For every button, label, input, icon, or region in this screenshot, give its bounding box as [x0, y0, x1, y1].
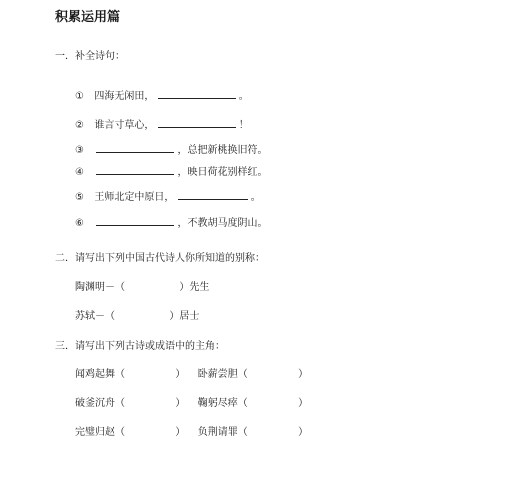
poem-text-after: ，总把新桃换旧符。	[177, 145, 268, 156]
idiom-left: 闻鸡起舞（	[75, 369, 125, 380]
poem-line-1	[75, 89, 249, 104]
idiom-right: 负荆请罪（	[197, 427, 248, 438]
item-number: ④	[75, 167, 84, 178]
poem-line-4	[75, 165, 268, 180]
poem-text-after: ！	[238, 120, 249, 131]
alias-suffix: ）先生	[179, 282, 210, 293]
idiom-left: 破釜沉舟（	[75, 398, 125, 409]
fill-blank[interactable]	[178, 190, 248, 200]
item-number: ⑥	[75, 218, 84, 229]
idiom-right: 卧薪尝胆（	[197, 369, 248, 380]
item-number: ①	[75, 91, 84, 102]
alias-suffix: ）居士	[169, 311, 200, 322]
protagonist-row-1	[75, 368, 308, 382]
protagonist-row-3	[75, 426, 308, 440]
poem-text-before: 四海无闲田，	[94, 91, 155, 102]
poem-text-before: 王师北定中原日，	[94, 192, 175, 203]
poem-line-6	[75, 216, 268, 231]
poet-alias-2	[75, 310, 199, 324]
item-number: ⑤	[75, 192, 84, 203]
item-number: ③	[75, 145, 84, 156]
page-title: 积累运用篇	[55, 10, 121, 25]
poem-line-2	[75, 118, 249, 133]
protagonist-row-2	[75, 397, 308, 411]
idiom-right: 鞠躬尽瘁（	[197, 398, 248, 409]
poem-text-after: ，不教胡马度阴山。	[177, 218, 268, 229]
poem-text-after: 。	[250, 192, 261, 203]
paren-close: ）	[175, 369, 186, 380]
poet-name: 苏轼－（	[75, 311, 115, 322]
paren-close: ）	[175, 398, 186, 409]
fill-blank[interactable]	[96, 143, 174, 153]
poet-alias-1	[75, 281, 209, 295]
item-number: ②	[75, 120, 84, 131]
section-1-heading: 一．补全诗句：	[55, 51, 125, 62]
fill-blank[interactable]	[96, 165, 174, 175]
poem-text-before: 谁言寸草心，	[94, 120, 155, 131]
poem-text-after: ，映日荷花别样红。	[177, 167, 268, 178]
fill-blank[interactable]	[96, 216, 174, 226]
poem-text-after: 。	[238, 91, 249, 102]
poem-line-3	[75, 143, 268, 158]
paren-close: ）	[298, 398, 309, 409]
fill-blank[interactable]	[158, 118, 236, 128]
section-3-heading: 三．请写出下列古诗或成语中的主角：	[55, 341, 225, 352]
idiom-left: 完璧归赵（	[75, 427, 125, 438]
poet-name: 陶渊明－（	[75, 282, 125, 293]
fill-blank[interactable]	[158, 89, 236, 99]
paren-close: ）	[175, 427, 186, 438]
poem-line-5	[75, 190, 261, 205]
section-2-heading: 二．请写出下列中国古代诗人你所知道的别称：	[55, 253, 265, 264]
paren-close: ）	[298, 369, 309, 380]
paren-close: ）	[298, 427, 309, 438]
